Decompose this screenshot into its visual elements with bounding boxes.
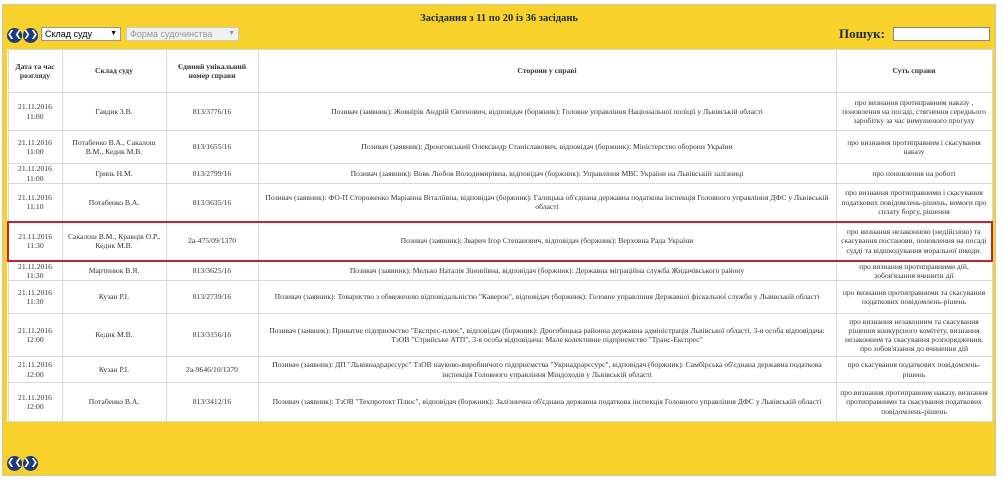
cell-parties: Позивач (заявник): Зварич Ігор Степанович, відповідач (боржник): Верховна Рада України [258, 222, 836, 261]
hearing-date: 21.11.2016 [18, 287, 52, 297]
cell-subject: про визнання протиправним наказу , поновлення на посаді, стягнення середнього заробітку за час вимушеного прогулу [836, 93, 992, 131]
cell-judge: Гавдик З.В. [62, 93, 166, 131]
table-row[interactable] [8, 93, 992, 131]
cell-subject: про визнання незаконним та скасування рішення конкурсного комітету, визнання незаконним та скасування розпорядження, про зобов'язання до вчинення дій [836, 314, 992, 357]
table-row[interactable] [8, 164, 992, 184]
pager-bottom [7, 454, 39, 472]
cell-case-number: 813/3776/16 [166, 93, 258, 131]
cell-case-number: 813/2739/16 [166, 281, 258, 314]
pager-top [7, 26, 39, 44]
cell-parties: Позивач (заявник): ДП "Львівнадрарєсурс" ТзОВ науково-виробничого підприємства "Укрнадрарєсурс", відповідач (боржник): Самбірська об'єднана державна податкова інспекція Головного управління Міндоходів у Львівській області [258, 357, 836, 383]
cell-case-number: 813/2799/16 [166, 164, 258, 184]
cell-date [8, 281, 62, 314]
cell-judge: Потабенко В.А., Сакалош В.М., Кедик М.В. [62, 131, 166, 164]
hearing-time: 11:00 [26, 173, 44, 183]
hearing-time: 11:30 [26, 297, 44, 306]
search-input[interactable] [893, 27, 990, 41]
panel-header [3, 5, 995, 49]
cell-judge: Сакалош В.М., Кравців О.Р., Кедик М.В. [62, 222, 166, 261]
table-row[interactable] [8, 281, 992, 314]
table-row[interactable] [8, 261, 992, 281]
court-composition-select[interactable] [41, 27, 121, 41]
hearing-time: 11:00 [26, 147, 44, 156]
proceeding-form-select[interactable] [126, 27, 239, 41]
chevron-down-icon: ▼ [228, 30, 235, 37]
hearing-date: 21.11.2016 [18, 392, 52, 402]
cell-date [8, 93, 62, 131]
hearing-date: 21.11.2016 [18, 360, 52, 370]
table-header-row [8, 50, 992, 93]
table-body [8, 93, 992, 422]
cell-parties: Позивач (заявник): ТзОВ "Техпротект Плюс", відповідач (боржник): Залізнична об'єднана державна податкова інспекція Головного управління ДФС у Львівській області [258, 383, 836, 422]
schedule-panel [2, 4, 996, 476]
cell-date [8, 222, 62, 261]
cell-date [8, 357, 62, 383]
cell-parties: Позивач (заявник): Дронговський Олександр Станіславович, відповідач (боржник): Міністерство оборони України [258, 131, 836, 164]
hearing-time: 12:00 [26, 335, 44, 344]
cell-parties: Позивач (заявник): ФО-П Стороженко Маріанна Віталіївна, відповідач (боржник): Галицька об'єднана державна податкова інспекція Головного управління ДФС у Львівській області [258, 184, 836, 222]
cell-date [8, 314, 62, 357]
hearing-date: 21.11.2016 [18, 193, 52, 203]
table-row[interactable] [8, 131, 992, 164]
cell-subject: про визнання протиправними і скасування податкових повідомлень-рішень, вимоги про сплату боргу, рішення [836, 184, 992, 222]
form-select-placeholder: Форма судочинства [130, 29, 213, 39]
chevron-down-icon: ▼ [110, 30, 117, 37]
table-row[interactable] [8, 383, 992, 422]
cell-case-number: 2а-475/09/1370 [166, 222, 258, 261]
next-page-icon[interactable]: ❯❯ [23, 28, 38, 43]
hearing-time: 12:00 [26, 402, 44, 411]
column-header-case-number: Єдиний унікальний номер справи [166, 50, 258, 93]
cell-judge: Потабенко В.А. [62, 184, 166, 222]
table-row[interactable] [8, 222, 992, 261]
hearing-date: 21.11.2016 [18, 137, 52, 147]
cell-date [8, 383, 62, 422]
search-label: Пошук: [839, 26, 885, 41]
cell-date [8, 261, 62, 281]
cell-subject: про скасування податкових повідомлень-рішень [836, 357, 992, 383]
court-select-value: Склад суду [45, 29, 92, 39]
column-header-date: Дата та час розгляду [8, 50, 62, 93]
column-header-parties: Сторони у справі [258, 50, 836, 93]
cell-parties: Позивач (заявник): Приватне підприємство "Експрес-плюс", відповідач (боржник): Дрогобицька районна державна адміністрація Львівської області, 3-я особа відповідача: ТзОВ "Стрийське АТП", 3-я особа відповідача: Мале колективне підприємство "Транс-Експрес" [258, 314, 836, 357]
cell-date [8, 131, 62, 164]
cell-parties: Позивач (заявник): Жовнірів Андрій Євгенович, відповідач (боржник): Головне управління Національної поліції у Львівській області [258, 93, 836, 131]
next-page-icon[interactable]: ❯❯ [23, 456, 38, 471]
cell-case-number: 813/1655/16 [166, 131, 258, 164]
table-row[interactable] [8, 314, 992, 357]
cell-parties: Позивач (заявник): Товариство з обмеженою відповідальністю "Каверон", відповідач (боржник): Головне управління Державної фіскальної служби у Львівській області [258, 281, 836, 314]
cell-judge: Кузан Р.І. [62, 357, 166, 383]
column-header-judge: Склад суду [62, 50, 166, 93]
hearing-time: 11:30 [26, 270, 44, 280]
hearing-time: 11:30 [26, 241, 44, 250]
hearing-date: 21.11.2016 [18, 231, 53, 241]
cell-judge: Кедик М.В. [62, 314, 166, 357]
cell-case-number: 813/3625/16 [166, 261, 258, 281]
cell-judge: Кузан Р.І. [62, 281, 166, 314]
hearing-date: 21.11.2016 [18, 325, 52, 335]
hearing-time: 11:10 [26, 202, 44, 212]
hearing-date: 21.11.2016 [18, 164, 52, 174]
cell-case-number: 813/3635/16 [166, 184, 258, 222]
table-row[interactable] [8, 357, 992, 383]
cell-subject: про визнання протиправним наказу, визнання протиправними та скасування податкових повідомлень-рішень [836, 383, 992, 422]
hearings-table [7, 49, 993, 422]
cell-date [8, 184, 62, 222]
prev-page-icon[interactable]: ❮❮ [7, 456, 22, 471]
cell-judge: Потабенко В.А. [62, 383, 166, 422]
cell-subject: про поновлення на роботі [836, 164, 992, 184]
cell-subject: про визнання протиправними та скасування податкових повідомлень-рішень [836, 281, 992, 314]
cell-judge: Мартинюк В.Я. [62, 261, 166, 281]
column-header-subject: Суть справи [836, 50, 992, 93]
cell-case-number: 813/3156/16 [166, 314, 258, 357]
cell-subject: про визнання протиправними дій, зобов'язання вчинити дії [836, 261, 992, 281]
table-row[interactable] [8, 184, 992, 222]
hearing-date: 21.11.2016 [18, 261, 52, 271]
cell-parties: Позивач (заявник): Вовк Любов Володимирівна, відповідач (боржник): Управління МВС України на Львівській залізниці [258, 164, 836, 184]
cell-subject: про визнання протиправним і скасування наказу [836, 131, 992, 164]
cell-case-number: 813/3412/16 [166, 383, 258, 422]
hearing-time: 11:00 [26, 111, 44, 121]
cell-judge: Гринь Н.М. [62, 164, 166, 184]
hearing-date: 21.11.2016 [18, 102, 52, 112]
cell-date [8, 164, 62, 184]
cell-subject: про визнання незаконною (недійсною) та скасування постанови, поновлення на посаді судді та відшкодування моральної шкоди. [836, 222, 992, 261]
cell-case-number: 2а-9646/10/1370 [166, 357, 258, 383]
prev-page-icon[interactable]: ❮❮ [7, 28, 22, 43]
cell-parties: Позивач (заявник): Мелько Наталія Зіновіївна, відповідач (боржник): Державна міграційна служба Жидачівського району [258, 261, 836, 281]
page-title: Засідання з 11 по 20 із 36 засідань [420, 13, 578, 24]
hearing-time: 12:00 [26, 369, 44, 379]
